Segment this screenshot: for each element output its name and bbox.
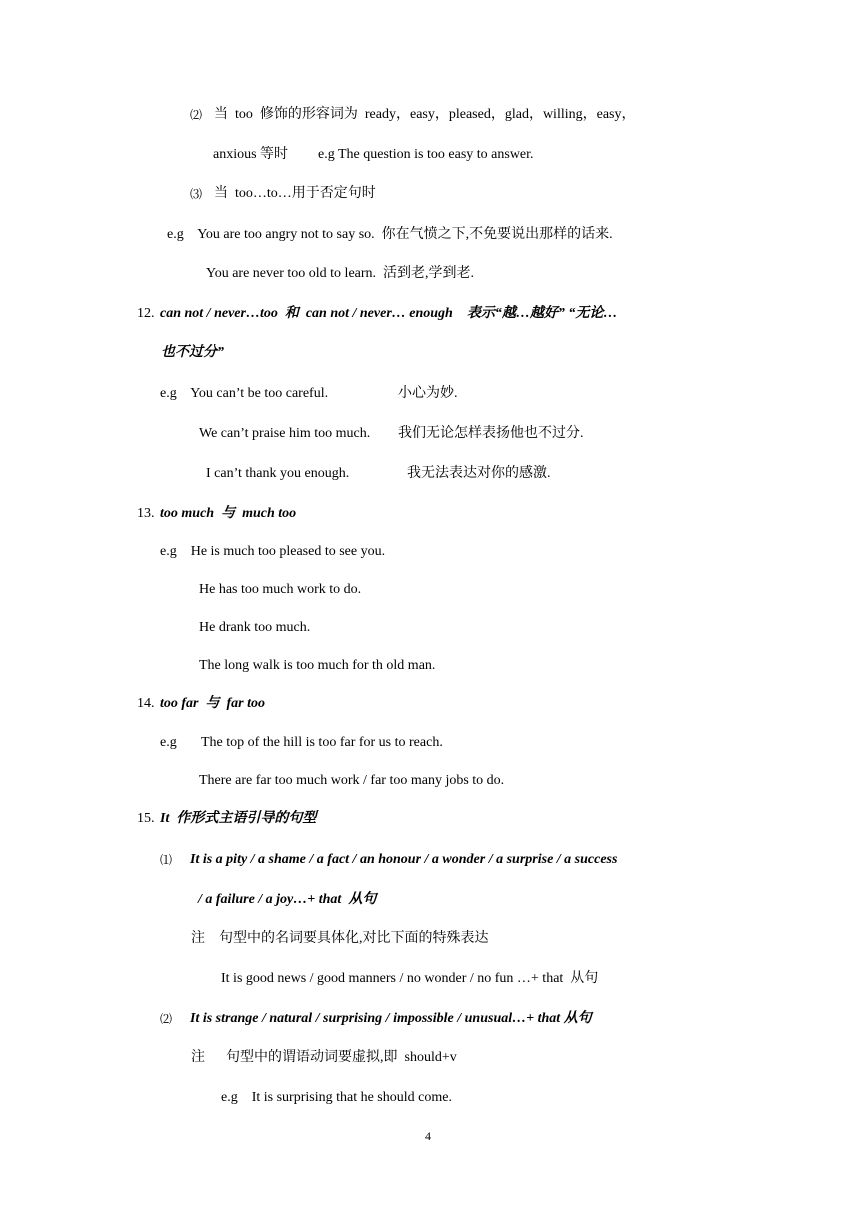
section-number: 14. — [137, 696, 155, 711]
example-sentence: You are never too old to learn. 活到老,学到老. — [206, 266, 475, 281]
page-number: 4 — [425, 1129, 431, 1143]
section-heading: can not / never…too 和 can not / never… enough 表示“越…越好” “无论… — [160, 306, 618, 321]
section-heading-continued: 也不过分” — [161, 345, 224, 360]
section-heading: too much 与 much too — [160, 506, 297, 521]
list-number: ⑴ — [160, 853, 173, 867]
example-sentence: He has too much work to do. — [199, 582, 362, 597]
section-heading: too far 与 far too — [160, 696, 265, 711]
example-sentence: e.g He is much too pleased to see you. — [160, 544, 386, 559]
note-line: 注 句型中的谓语动词要虚拟,即 should+v — [191, 1050, 457, 1065]
text-line: 当 too…to…用于否定句时 — [214, 186, 376, 201]
list-number: ⑵ — [160, 1012, 173, 1026]
note-line: 注 句型中的名词要具体化,对比下面的特殊表达 — [191, 931, 489, 946]
list-number: ⑵ — [190, 108, 203, 122]
example-sentence: e.g You can’t be too careful. — [160, 386, 329, 401]
section-number: 12. — [137, 306, 155, 321]
text-line: anxious 等时 — [213, 147, 289, 162]
example-sentence: The top of the hill is too far for us to reach. — [201, 735, 443, 750]
example-label: e.g — [160, 735, 177, 750]
pattern-heading: It is a pity / a shame / a fact / an honour / a wonder / a surprise / a success — [190, 852, 618, 867]
example-sentence: He drank too much. — [199, 620, 311, 635]
example-sentence: We can’t praise him too much. — [199, 426, 371, 441]
example-sentence: e.g You are too angry not to say so. 你在气愤之下,不免要说出那样的话来. — [167, 227, 613, 242]
example-sentence: I can’t thank you enough. — [206, 466, 350, 481]
list-number: ⑶ — [190, 187, 203, 201]
example-sentence: There are far too much work / far too many jobs to do. — [199, 773, 505, 788]
example-sentence: The long walk is too much for th old man. — [199, 658, 436, 673]
section-number: 13. — [137, 506, 155, 521]
text-line: It is good news / good manners / no wonder / no fun …+ that 从句 — [221, 971, 599, 986]
pattern-heading: It is strange / natural / surprising / impossible / unusual…+ that 从句 — [190, 1011, 592, 1026]
translation: 我们无论怎样表扬他也不过分. — [398, 426, 584, 441]
example-sentence: e.g It is surprising that he should come. — [221, 1090, 452, 1105]
text-line: 当 too 修饰的形容词为 ready，easy，pleased，glad，willing，easy， — [214, 107, 636, 122]
section-number: 15. — [137, 811, 155, 826]
section-heading: It 作形式主语引导的句型 — [160, 811, 317, 826]
translation: 我无法表达对你的感激. — [407, 466, 551, 481]
example-sentence: e.g The question is too easy to answer. — [318, 147, 534, 162]
translation: 小心为妙. — [398, 386, 458, 401]
pattern-heading-continued: / a failure / a joy…+ that 从句 — [198, 892, 377, 907]
